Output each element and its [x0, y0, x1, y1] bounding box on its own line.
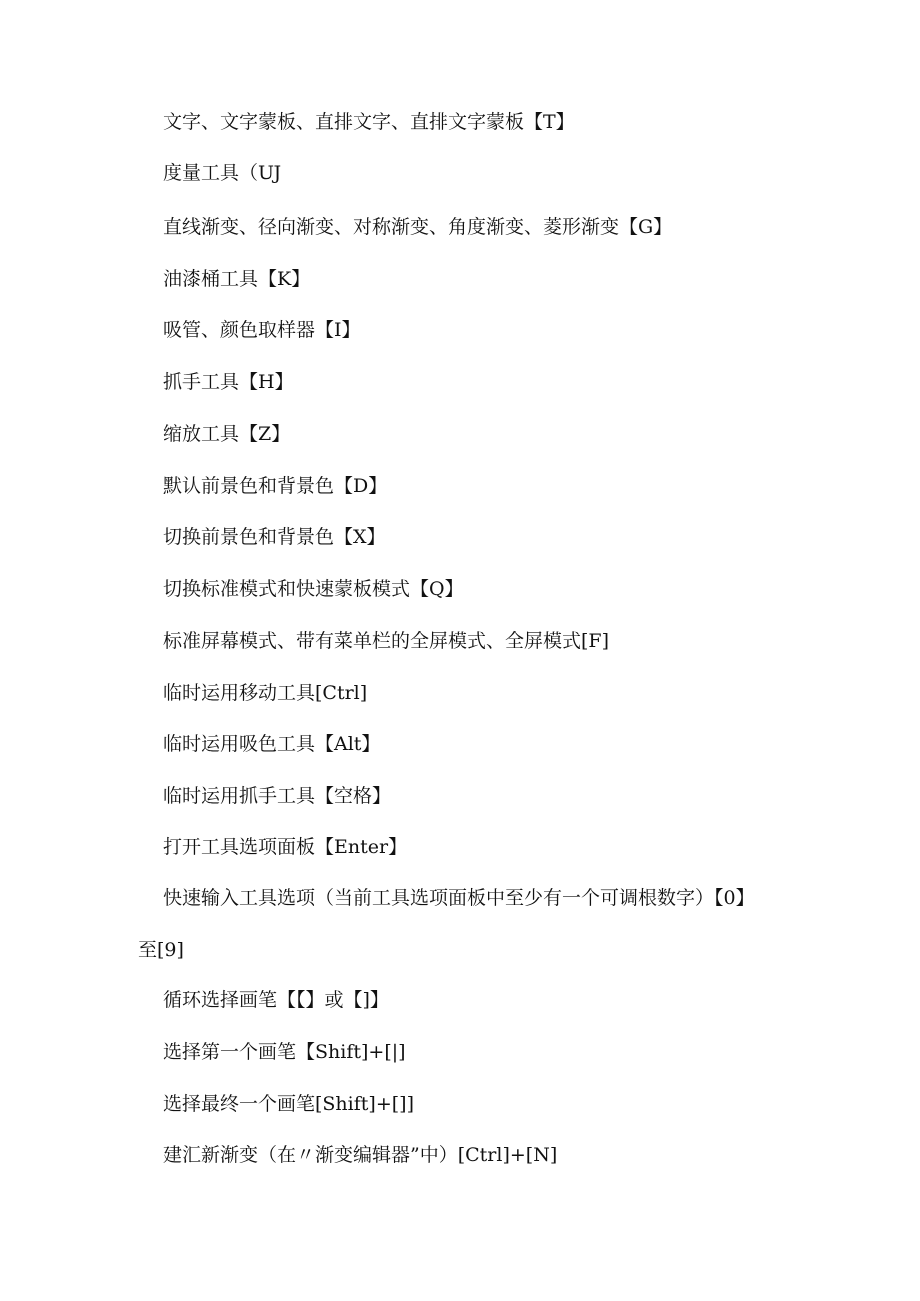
- shortcut-line-quick-input: 快速输入工具选项（当前工具选项面板中至少有一个可调根数字）【0】: [163, 887, 755, 909]
- shortcut-line-temp-eyedropper: 临时运用吸色工具【Alt】: [163, 733, 381, 755]
- shortcut-line-quick-input-cont: 至[9]: [138, 939, 184, 961]
- shortcut-line-last-brush: 选择最终一个画笔[Shift]+[]]: [163, 1093, 414, 1115]
- shortcut-line-new-gradient: 建汇新渐变（在〃渐变编辑器”中）[Ctrl]+[N]: [163, 1144, 558, 1166]
- shortcut-line-screen-mode: 标准屏幕模式、带有菜单栏的全屏模式、全屏模式[F]: [163, 630, 610, 652]
- shortcut-line-temp-move: 临时运用移动工具[Ctrl]: [163, 682, 368, 704]
- shortcut-line-gradient: 直线渐变、径向渐变、对称渐变、角度渐变、菱形渐变【G】: [163, 216, 673, 238]
- shortcut-line-type-tool: 文字、文字蒙板、直排文字、直排文字蒙板【T】: [163, 111, 575, 133]
- shortcut-line-quick-mask: 切换标准模式和快速蒙板模式【Q】: [163, 578, 464, 600]
- shortcut-line-zoom-tool: 缩放工具【Z】: [163, 423, 291, 445]
- shortcut-line-paint-bucket: 油漆桶工具【K】: [163, 268, 311, 290]
- shortcut-line-eyedropper: 吸管、颜色取样器【I】: [163, 319, 361, 341]
- shortcut-line-default-colors: 默认前景色和背景色【D】: [163, 475, 388, 497]
- shortcut-line-temp-hand: 临时运用抓手工具【空格】: [163, 785, 392, 807]
- shortcut-line-swap-colors: 切换前景色和背景色【X】: [163, 526, 386, 548]
- shortcut-line-cycle-brush: 循环选择画笔【【】或【]】: [163, 989, 389, 1011]
- shortcut-line-hand-tool: 抓手工具【H】: [163, 371, 294, 393]
- shortcut-line-first-brush: 选择第一个画笔【Shift]+[|]: [163, 1041, 406, 1063]
- shortcut-line-tool-options: 打开工具选项面板【Enter】: [163, 836, 408, 858]
- shortcut-line-measure-tool: 度量工具（UJ: [163, 162, 282, 184]
